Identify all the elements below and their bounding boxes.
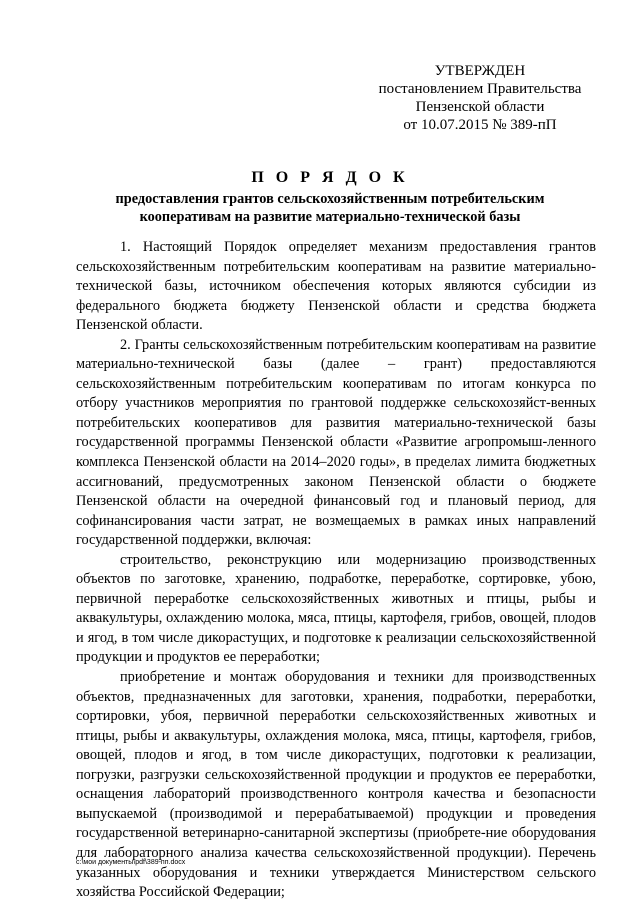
approval-line-3: от 10.07.2015 № 389-пП xyxy=(403,117,557,133)
approval-line-2: Пензенской области xyxy=(415,99,545,115)
subtitle-line-1: предоставления грантов сельскохозяйственным потребительским xyxy=(115,191,545,207)
document-title: П О Р Я Д О К xyxy=(251,169,409,186)
document-subtitle xyxy=(70,190,590,226)
paragraph-3: строительство, реконструкцию или модернизацию производственных объектов по заготовке, хранению, подработке, переработке, сортировке, убою, первичной переработке сельскохозяйственных животных и птицы, рыбы и аквакультуры, охлаждению молока, мяса, птицы, картофеля, грибов, овощей, плодов и ягод, в том числе дикорастущих, и подготовке к реализации сельскохозяйственной продукции и продуктов ее переработки; xyxy=(76,551,596,666)
approval-line-1: постановлением Правительства xyxy=(378,81,582,97)
paragraph-1: 1. Настоящий Порядок определяет механизм предоставления грантов сельскохозяйственным потребительским кооперативам на развитие материально-технической базы, источником обеспечения которых являются субсидии из федерального бюджета бюджету Пензенской области и средства бюджета Пензенской области. xyxy=(76,239,596,334)
paragraph-4: приобретение и монтаж оборудования и техники для производственных объектов, предназначенных для заготовки, хранения, подработки, переработки, сортировки, убоя, первичной переработки сельскохозяйственных животных и птицы, рыбы и аквакультуры, охлаждения молока, мяса, птицы, картофеля, грибов, овощей, плодов и ягод, в том числе дикорастущих, подготовки к реализации, погрузки, разгрузки сельскохозяйственной продукции и продуктов ее переработки, оснащения лабораторий производственного контроля качества и безопасности выпускаемой (производимой и перерабатываемой) продукции и проведения государственной ветеринарно-санитарной экспертизы (приобрете-ние оборудования для лабораторного анализа качества сельскохозяйственной продукции). Перечень указанных оборудования и техники утверждается Министерством сельского хозяйства Российской Федерации; xyxy=(76,669,596,901)
paragraph-2: 2. Гранты сельскохозяйственным потребительским кооперативам на развитие материально-технической базы (далее – грант) предоставляются сельскохозяйственным потребительским кооперативам по итогам конкурса по отбору участников мероприятия по грантовой поддержке сельскохозяйст-венных потребительских кооперативов для развития материально-технической базы государственной программы Пензенской области «Развитие агропромыш-ленного комплекса Пензенской области на 2014–2020 годы», в пределах лимита бюджетных ассигнований, предусмотренных законом Пензенской области о бюджете Пензенской области на очередной финансовый год и плановый период, для софинансирования части затрат, не возмещаемых в рамках иных направлений государственной поддержки, включая: xyxy=(76,336,596,549)
file-path-footer: c:\мои документы\pdf\389-пп.docx xyxy=(76,859,186,866)
approval-title: УТВЕРЖДЕН xyxy=(434,63,526,79)
subtitle-line-2: кооперативам на развитие материально-технической базы xyxy=(139,209,521,225)
document-body xyxy=(76,238,596,903)
approval-block xyxy=(360,62,600,134)
